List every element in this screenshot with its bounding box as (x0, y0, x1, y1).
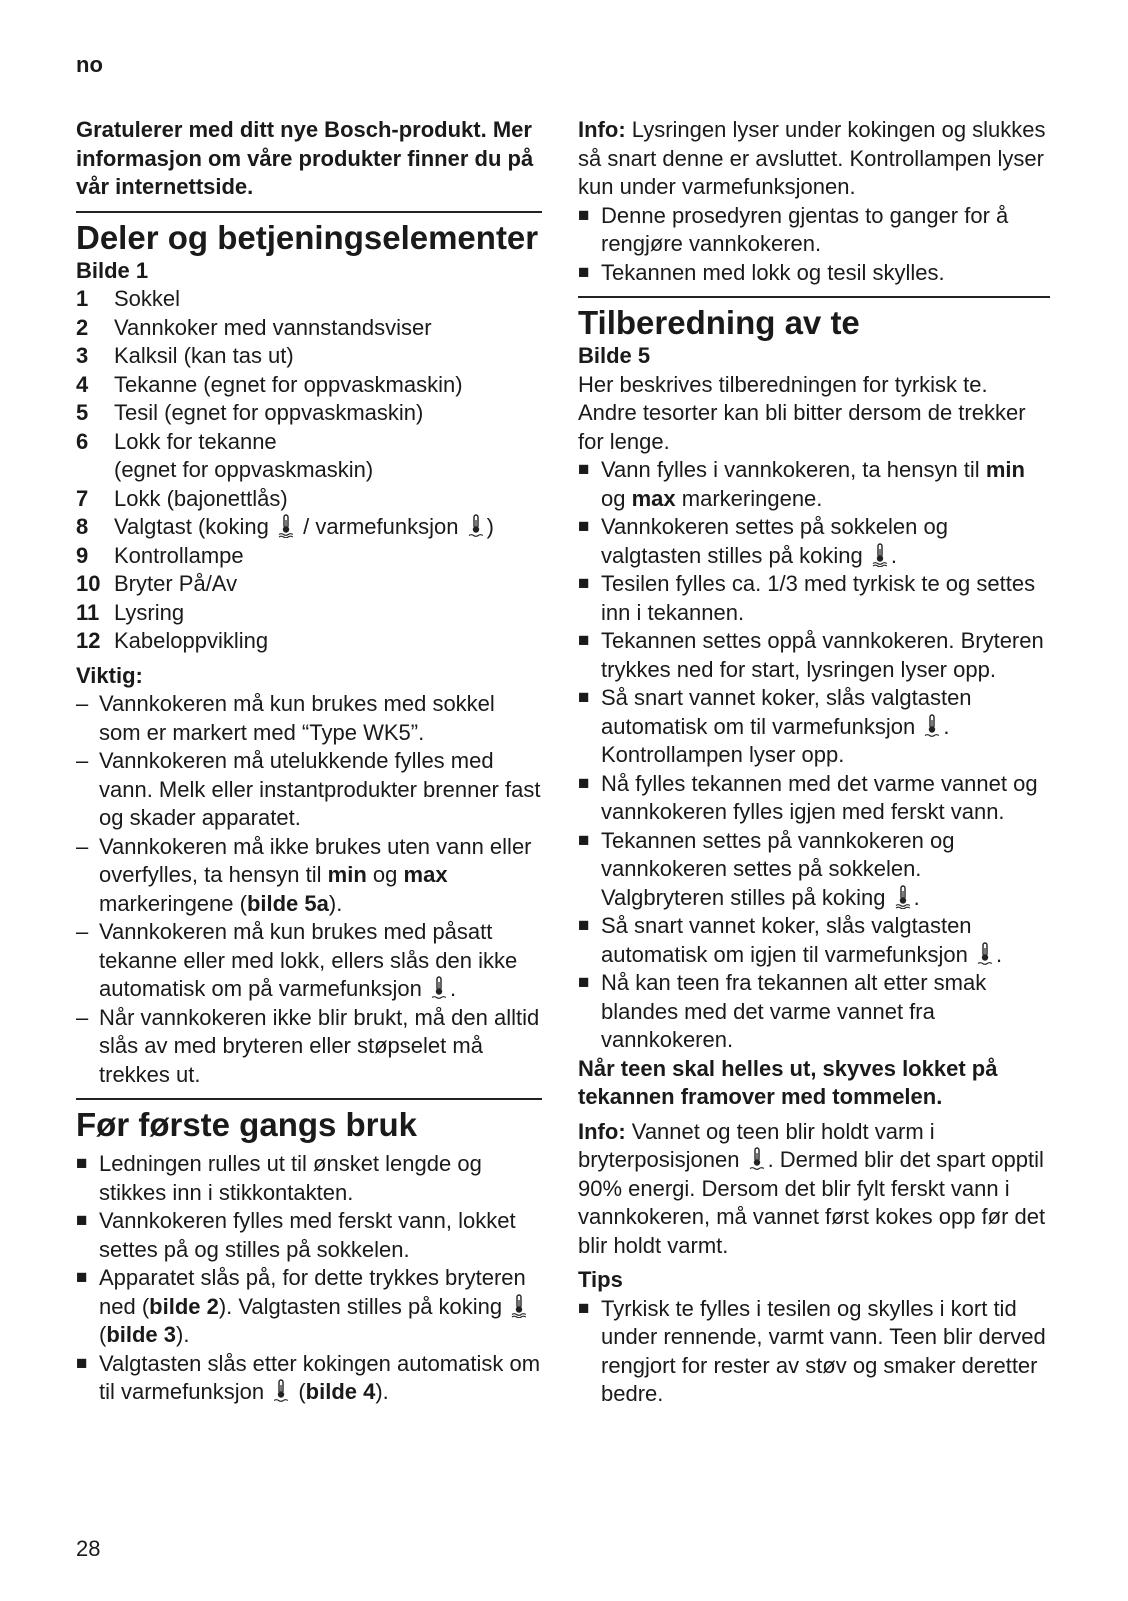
cleaning-list (578, 202, 1050, 288)
list-item (76, 285, 542, 314)
text-part: og (601, 485, 626, 511)
important-label: Viktig: (76, 662, 143, 688)
text-bold: bilde 2 (149, 1293, 219, 1319)
warm-icon (430, 976, 448, 1000)
item-number: 3 (76, 343, 89, 368)
text-part: ). (176, 1322, 190, 1347)
intro-text: Gratulerer med ditt nye Bosch-produkt. Mer informasjon om våre produkter finner du på vår internettside. (76, 117, 534, 199)
bullet-marker: ■ (578, 573, 590, 594)
page-number: 28 (76, 1536, 101, 1561)
item-text (99, 1350, 542, 1407)
item-text: Nå kan teen fra tekannen alt etter smak blandes med det varme vannet fra vannkokeren. (601, 970, 987, 1052)
list-item (578, 456, 1050, 513)
item-text: Tyrkisk te fylles i tesilen og skylles i kort tid under rennende, varmt vann. Teen blir derved rengjort for rester av støv og smaker deretter bedre. (601, 1295, 1046, 1406)
section-divider (76, 211, 542, 213)
text-part: Tekannen settes på vannkokeren og vannkokeren settes på sokkelen. Valgbryteren stilles på koking (601, 827, 955, 910)
item-text: Denne prosedyren gjentas to ganger for å rengjøre vannkokeren. (601, 202, 1009, 256)
list-item (578, 202, 1050, 259)
list-item (76, 428, 542, 485)
text-part: Vannkokeren må kun brukes med påsatt tekanne eller med lokk, ellers slås den ikke automatisk om på varmefunksjon (99, 919, 518, 1001)
item-number: 9 (76, 542, 89, 568)
info-paragraph (578, 116, 1050, 202)
bullet-marker: ■ (578, 204, 590, 226)
text-bold: max (403, 862, 448, 887)
bullet-marker: ■ (578, 516, 590, 537)
section-divider (578, 296, 1050, 298)
item-text: Når vannkokeren ikke blir brukt, må den alltid slås av med bryteren eller støpselet må trekkes ut. (99, 1004, 540, 1087)
item-text: Lysring (114, 599, 185, 625)
item-text (114, 513, 542, 542)
warm-icon (748, 1147, 766, 1171)
item-text: Bryter På/Av (114, 571, 238, 596)
warm-icon (272, 1379, 290, 1403)
list-item (76, 627, 542, 656)
list-item (578, 770, 1050, 827)
item-text: Tesilen fylles ca. 1/3 med tyrkisk te og settes inn i tekannen. (601, 571, 1036, 625)
bullet-marker: ■ (76, 1267, 88, 1288)
item-text-part: ) (486, 514, 494, 539)
info-text: Lysringen lyser under kokingen og slukkes så snart denne er avsluttet. Kontrollampen lyser kun under varmefunksjonen. (578, 117, 1046, 199)
list-item (578, 627, 1050, 684)
list-item (76, 1004, 542, 1090)
bullet-marker: ■ (578, 687, 590, 708)
item-number: 5 (76, 400, 89, 425)
text-part: . (913, 884, 920, 910)
list-item (76, 314, 542, 343)
list-item (76, 399, 542, 428)
bullet-marker: ■ (76, 1352, 88, 1374)
text-part: Apparatet slås på, for dette trykkes bryteren ned ( (99, 1265, 526, 1319)
item-text: Vannkoker med vannstandsviser (114, 314, 432, 340)
list-item (578, 570, 1050, 627)
boil-icon (277, 514, 295, 538)
text-part: Så snart vannet koker, slås valgtasten automatisk om til varmefunksjon (601, 685, 972, 739)
item-text (601, 827, 1050, 913)
language-code: no (76, 52, 103, 77)
text-part: Vannkokeren må ikke brukes uten vann eller overfylles, ta hensyn til (99, 833, 532, 887)
item-text: Tekannen med lokk og tesil skylles. (601, 259, 945, 285)
list-item (578, 912, 1050, 969)
bullet-marker: ■ (578, 772, 590, 794)
item-text (601, 912, 1050, 969)
dash-marker: – (76, 1004, 89, 1030)
tips-label: Tips (578, 1267, 623, 1292)
bullet-marker: ■ (76, 1153, 88, 1174)
item-text-part: Valgtast (koking (114, 514, 269, 539)
list-item (76, 542, 542, 571)
bullet-marker: ■ (578, 1297, 590, 1319)
bullet-marker: ■ (578, 915, 590, 936)
item-number: 4 (76, 371, 89, 397)
dash-marker: – (76, 919, 89, 944)
item-number: 12 (76, 628, 101, 653)
list-item (578, 827, 1050, 913)
text-part: markeringene. (681, 485, 823, 511)
text-part: og (372, 862, 398, 887)
text-part: ( (298, 1379, 306, 1404)
info-paragraph (578, 1118, 1050, 1261)
item-number: 10 (76, 571, 101, 596)
list-item (76, 918, 542, 1004)
section-title-tea: Tilberedning av te (578, 304, 860, 341)
bullet-marker: ■ (578, 459, 590, 480)
item-text (601, 456, 1050, 513)
info-text: . Dermed blir det spart opptil 90% energi. Dersom det blir fylt ferskt vann i vannkokeren, må vannet først kokes opp før det blir holdt varmt. (578, 1147, 1046, 1258)
list-item (76, 833, 542, 919)
boil-icon (894, 885, 912, 909)
item-text (99, 833, 542, 919)
item-text-line2: (egnet for oppvaskmaskin) (114, 457, 374, 482)
item-text: Vannkokeren må kun brukes med sokkel som er markert med “Type WK5”. (99, 691, 495, 745)
text-part: . Kontrollampen lyser opp. (601, 713, 950, 767)
figure-label: Bilde 1 (76, 257, 149, 283)
text-part: ). Valgtasten stilles på koking (218, 1293, 503, 1319)
item-text (601, 684, 1050, 770)
text-part: ). (328, 890, 343, 916)
tea-intro: Her beskrives tilberedningen for tyrkisk te. Andre tesorter kan bli bitter dersom de trekker for lenge. (578, 371, 1026, 454)
warm-icon (467, 514, 485, 538)
item-text: Tekanne (egnet for oppvaskmaskin) (114, 371, 463, 397)
boil-icon (871, 543, 889, 567)
tips-list (578, 1295, 1050, 1409)
parts-list (76, 285, 542, 656)
bullet-marker: ■ (578, 829, 590, 851)
list-item (76, 599, 542, 628)
right-column (578, 116, 1050, 1409)
list-item (76, 1350, 542, 1407)
bullet-marker: ■ (578, 630, 590, 651)
text-part: . (449, 976, 457, 1001)
item-number: 2 (76, 314, 89, 340)
pour-note: Når teen skal helles ut, skyves lokket på tekannen framover med tommelen. (578, 1055, 998, 1109)
text-part: Vannkokeren settes på sokkelen og valgtasten stilles på koking (601, 514, 948, 568)
text-part: ). (375, 1379, 389, 1404)
tea-steps-list (578, 456, 1050, 1055)
left-column (76, 116, 542, 1407)
warm-icon (923, 714, 941, 738)
text-part: Valgtasten slås etter kokingen automatisk om til varmefunksjon (99, 1350, 541, 1404)
item-text: Tesil (egnet for oppvaskmaskin) (114, 400, 424, 425)
item-text (99, 1264, 542, 1350)
item-text-part: / varmefunksjon (303, 514, 459, 539)
text-bold: bilde 3 (106, 1322, 177, 1347)
item-text: Kabeloppvikling (114, 628, 269, 653)
item-text (99, 918, 542, 1004)
info-label: Info: (578, 117, 626, 142)
list-item (76, 485, 542, 514)
list-item (578, 513, 1050, 570)
text-part: Vann fylles i vannkokeren, ta hensyn til (601, 457, 980, 482)
item-number: 6 (76, 428, 89, 454)
section-divider (76, 1098, 542, 1100)
item-text: Nå fylles tekannen med det varme vannet og vannkokeren fylles igjen med ferskt vann. (601, 770, 1038, 824)
item-text: Kontrollampe (114, 542, 244, 568)
list-item (76, 690, 542, 747)
list-item (76, 371, 542, 400)
bullet-marker: ■ (578, 972, 590, 993)
item-text (114, 428, 542, 485)
item-text: Lokk (bajonettlås) (114, 485, 288, 511)
list-item (578, 1295, 1050, 1409)
important-list (76, 690, 542, 1089)
warm-icon (976, 942, 994, 966)
text-bold: min (985, 457, 1025, 482)
list-item (76, 747, 542, 833)
list-item (76, 1150, 542, 1207)
item-text: Sokkel (114, 286, 181, 311)
item-text (601, 513, 1050, 570)
dash-marker: – (76, 748, 89, 773)
list-item (76, 513, 542, 542)
item-number: 1 (76, 286, 89, 311)
list-item (76, 1207, 542, 1264)
text-part: . (995, 941, 1003, 967)
item-number: 8 (76, 514, 89, 539)
item-text-line1: Lokk for tekanne (114, 428, 277, 454)
text-part: markeringene ( (99, 890, 247, 916)
text-bold: max (631, 485, 676, 511)
list-item (578, 969, 1050, 1055)
item-text: Kalksil (kan tas ut) (114, 343, 294, 368)
info-label: Info: (578, 1118, 626, 1144)
bullet-marker: ■ (76, 1210, 88, 1231)
list-item (76, 1264, 542, 1350)
text-part: . (890, 542, 897, 568)
text-part: Så snart vannet koker, slås valgtasten automatisk om igjen til varmefunksjon (601, 913, 972, 967)
text-bold: bilde 4 (305, 1379, 376, 1404)
list-item (578, 684, 1050, 770)
item-number: 7 (76, 485, 89, 511)
text-part: ( (99, 1322, 107, 1347)
text-bold: min (327, 862, 367, 887)
item-text: Tekannen settes oppå vannkokeren. Bryteren trykkes ned for start, lysringen lyser opp. (601, 628, 1044, 682)
bullet-marker: ■ (578, 261, 590, 283)
item-number: 11 (76, 599, 100, 625)
info-text: Vannet og teen blir holdt varm i bryterposisjonen (578, 1118, 935, 1172)
boil-icon (510, 1294, 528, 1318)
list-item (578, 259, 1050, 288)
dash-marker: – (76, 833, 89, 859)
section-title-first-use: Før første gangs bruk (76, 1106, 418, 1143)
item-text: Vannkokeren må utelukkende fylles med vann. Melk eller instantprodukter brenner fast og skader apparatet. (99, 748, 541, 830)
dash-marker: – (76, 691, 89, 716)
list-item (76, 342, 542, 371)
item-text: Ledningen rulles ut til ønsket lengde og stikkes inn i stikkontakten. (99, 1151, 482, 1205)
section-title-parts: Deler og betjeningselementer (76, 218, 539, 256)
figure-label: Bilde 5 (578, 343, 651, 368)
first-use-list (76, 1150, 542, 1407)
item-text: Vannkokeren fylles med ferskt vann, lokket settes på og stilles på sokkelen. (99, 1208, 516, 1262)
text-bold: bilde 5a (246, 890, 329, 916)
list-item (76, 570, 542, 599)
